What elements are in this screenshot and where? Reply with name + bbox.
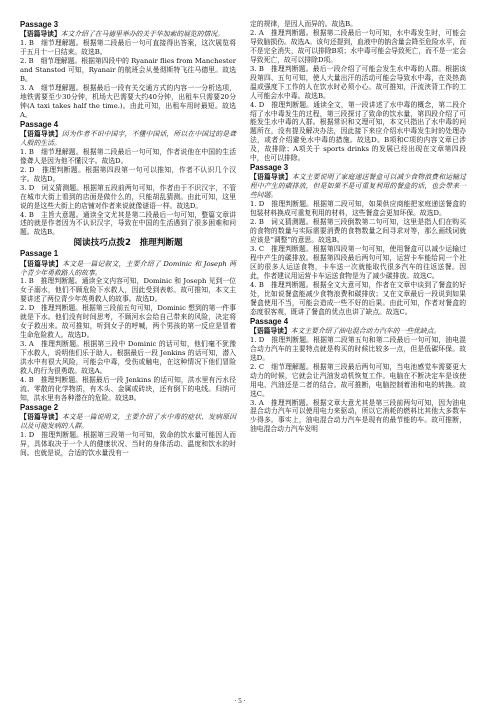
answer-item: 2. B 细节理解题。根据第四段中的 Ryanair flies from Manchester and Stansted 可知，Ryanair 的航班会从曼彻斯特飞往马德里。故选B。 — [20, 57, 236, 83]
continued-text: 定的规律，是因人而异的。故选B。 — [250, 20, 357, 28]
guide-tag: 【语篇导读】 — [20, 413, 62, 422]
answer-item: 1. B 细节理解题。根据第二段最后一句可知，作者说他在中国的生活像聋人是因为他不懂汉字。故选D。 — [20, 147, 236, 165]
guide-tag: 【语篇导读】 — [20, 259, 63, 268]
guide-tag: 【语篇导读】 — [20, 129, 62, 138]
answer-item: 3. A 推理判断题。根据第三段中 Dominic 的话可知，他们毫不犹豫下水救人，说明他们乐于助人。根据最后一段 Jenkins 的话可知，潜入洪水中有很大风险，可能会中毒，受伤或触电，在这种情况下他们冒险救人的行为很勇敢。故选A。 — [20, 340, 236, 376]
reading-guide — [20, 413, 236, 431]
answer-item: 1. D 推理判断题。根据第三段第一句可知，致命的饮水量可能因人而异，具体取决于一个人的健康状况、当时的身体活动、温度和饮水的时间。也就是说，合适的饮水量没有一 — [20, 430, 236, 457]
passage-heading: Passage 3 — [20, 20, 59, 29]
answer-item: 4. B 推理判断题。根据最后一段 Jenkins 的话可知，洪水里有污水径流、零散的化学物质，有木头、金属或砖块，还有倒下的电线。归纳可知，洪水里有各种潜在的危险。故选B。 — [20, 375, 236, 402]
passage-heading: Passage 4 — [250, 316, 289, 326]
answer-item: 4. B 主旨大意题。通读全文尤其是第二段最后一句可知，整篇文章讲述的就是作者因为不认识汉字，导致在中国的生活遇到了很多困难和问题。故选B。 — [20, 210, 236, 237]
answer-item: 1. D 推理判断题。根据第二段第五句和第二段最后一句可知，油电混合动力汽车的主要特点就是构买的时候比较多一点，但是低碳环保。故选D。 — [250, 335, 466, 362]
passage-heading: Passage 4 — [20, 119, 59, 129]
answer-item: 2. C 细节理解题。根据第三段最后两句可知，当电池感觉车需要更大动力的时候，它就会让汽油发动机恢复工作。电脑在不断决定车是该使用电、汽油还是二者的结合。故可推断，电脑控制着油和电的转换。故选C。 — [250, 362, 466, 398]
guide-text: 本文主要说明了家庭递送餐盒可以减少食物浪费和运输过程中产生的碳排放，但是如果不是可重复利用的餐盒的话，也会带来一些问题。 — [250, 173, 467, 200]
guide-text: 本文是一篇说明文，主要介绍了水中毒的症状、发病原因以及可能发病的人群。 — [20, 413, 237, 430]
passage-heading: Passage 3 — [250, 163, 289, 173]
answer-item: 1. B 推理判断题。通读全文内容可知，Dominic 和 Joseph 见到一位女子溺水，他们不顾危险下水救人，因此受到表彰。故可推知，本文主要讲述了两位青少年英勇救人的故事。故选D。 — [20, 277, 236, 304]
answer-item: 3. C 推理判断题。根据第四段第一句可知，使用餐盒可以减少运输过程中产生的碳排放。根据第四段最后两句可知，运营卡车能给同一个社区的很多人运送食物，卡车送一次就能取代很多汽车的往返送餐。因此，作者建议用运营卡车运送食物是为了减少碳排放。故选C。 — [250, 245, 466, 280]
reading-guide — [250, 173, 466, 200]
left-column — [20, 20, 236, 458]
answer-item: 2. A 推理判断题。根据第二段最后一句可知，水中毒发生时，可能会导致脑损伤。故选A。该句还提到，血液中的钠含量会降至危险水平，而不是完全消失，故可以排除B项；水中毒可能会导致死亡，而不是一定会导致死亡，故可以排除D项。 — [250, 28, 466, 64]
right-column — [250, 20, 466, 458]
answer-item: 4. B 推理判断题。根据全文大意可知，作者在文章中谈到了餐盒的好处，比如说餐盒能减少食物浪费和碳排放；又在文章最后一段说到如果餐盒使用不当，可能会造成一些不好的后果。由此可知，作者对餐盒的态度很客观，既讲了餐盒的优点也讲了缺点。故选C。 — [250, 280, 466, 316]
answer-item: 2. D 推理判断题。根据第三段前五句可知，Dominic 想到的第一件事就是下水。他们没有时间思考，不顾河水会给自己带来的风险，决定将女子救出来。故可推知，听到女子的呼喊，两个男孩的第一反应是冒着生命危险救人。故选D。 — [20, 304, 236, 340]
guide-text: 本文主要介绍了油电混合动力汽车的一些优缺点。 — [290, 326, 441, 335]
answer-item: 4. D 推理判断题。通读全文，第一段讲述了水中毒的概念，第二段介绍了水中毒发生的过程，第三段探讨了致命的饮水量，第四段介绍了可能发生水中毒的人群。根据常识和文理可知，本文只指出了水中毒的问题所在，没有提及解决办法，因此接下来应介绍水中毒发生时的处理办法，或者介绍避免水中毒的措施。故选D。B项和C项的内容文章已涉及，故排除；A项关于 sports drinks 的发展已经出现在文章第四段中，也可以排除。 — [250, 100, 466, 163]
answer-item: 3. B 推理判断题。最后一段介绍了可能会发生水中毒的人群。根据该段第四、五句可知，使人大量出汗的活动可能会导致水中毒，在炎热高温或强度下工作的人在饮水时必须小心。故可推知，汗流浃背工作的工人可能会水中毒。故选B。 — [250, 64, 466, 100]
answer-item: 2. D 推理判断题。根据第四段第一句可以推知，作者不认识几个汉字。故选D。 — [20, 165, 236, 183]
section-title: 阅读技巧点拨2 推理判断题 — [73, 238, 183, 249]
answer-item: 3. A 推理判断题。根据文章大意尤其是第三段前两句可知，因为油电混合动力汽车可以使用电力来驱动，所以它消耗的燃料比其他大多数车少得多。事实上，油电混合动力汽车是现有的最节能的车。故可推断，油电混合动力汽车发明 — [250, 398, 466, 434]
answer-item: 1. B 细节理解题。根据第二段最后一句可直接得出答案，这次展览将于五月十一日结束。故选B。 — [20, 39, 236, 57]
answer-item: 1. D 推理判断题。根据第二段可知，如果供应商能把家庭递送餐盒的包装材料换成可重复利用的材料，这些餐盒会更加环保。故选D。 — [250, 200, 466, 218]
guide-tag: 【语篇导读】 — [250, 326, 291, 335]
guide-tag: 【语篇导读】 — [20, 30, 61, 39]
guide-text: 因为作者不识中国字，不懂中国话，所以在中国过的是聋人般的生活。 — [20, 129, 237, 147]
reading-guide — [20, 30, 236, 39]
answer-item: 3. D 词义猜测题。根据第五段前两句可知，作者由于不识汉字，不管在城市大街上看到的店面是做什么的，只能胡乱猜测。由此可知，这里说的是这些大街上的店铺对作者来说就像谜语一样。故选D。 — [20, 183, 236, 210]
answer-item: 3. A 细节理解题。根据最后一段有关交通方式的内容一一分析选项，地铁需要至少30分钟，机场大巴需要大约40分钟，出租车只需要20分钟(A taxi takes half the time.)。由此可知，出租车用时最短。故选A。 — [20, 83, 236, 119]
passage-heading: Passage 2 — [20, 402, 59, 412]
guide-tag: 【语篇导读】 — [250, 173, 292, 182]
reading-guide — [250, 327, 466, 336]
guide-text: 本文介绍了在马德里举办的关于华加索的展览的情况。 — [60, 30, 224, 39]
answer-item: 2. B 词义猜测题。根据第三段倒数第二句可知，这里是指人们在购买的食物的数量与实际需要消费的食物数量之间寻求对等，那么画线词就应该是“调整”的意思。故选B。 — [250, 218, 466, 245]
page-number: · 5 · — [234, 697, 246, 705]
passage-heading: Passage 1 — [20, 249, 59, 259]
guide-text: 本文是一篇记叙文，主要介绍了 Dominic 和 Joseph 两个青少年勇救路人的故事。 — [20, 259, 236, 277]
reading-guide — [20, 260, 236, 278]
reading-guide — [20, 130, 236, 148]
